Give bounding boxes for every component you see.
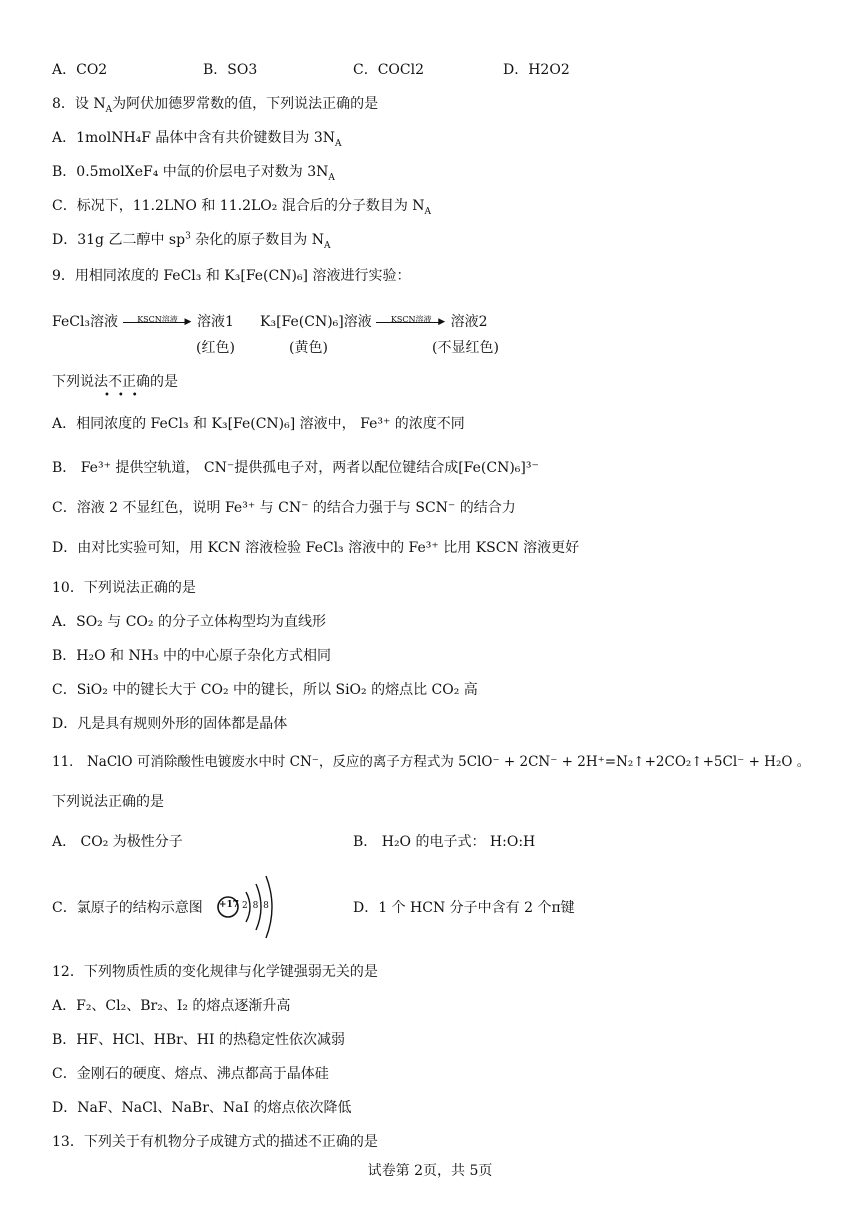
q12-stem: 12．下列物质性质的变化规律与化学键强弱无关的是 <box>52 964 378 980</box>
q8-option-c: C．标况下，11.2LNO 和 11.2LO₂ 混合后的分子数目为 $N_A$ <box>52 198 432 217</box>
q9-stem: 9．用相同浓度的 FeCl₃ 和 K₃[Fe(CN)₆] 溶液进行实验： <box>52 268 411 284</box>
q10-option-d: D．凡是具有规则外形的固体都是晶体 <box>52 716 288 732</box>
q9-reaction-right <box>260 312 488 332</box>
q12-option-c: C．金刚石的硬度、熔点、沸点都高于晶体硅 <box>52 1066 329 1082</box>
q7-option-d: D．H2O2 <box>503 62 570 78</box>
q12-option-a: A．F₂、Cl₂、Br₂、I₂ 的熔点逐渐升高 <box>52 998 291 1014</box>
reaction-arrow-icon: KSCN溶液 ▶ <box>376 312 446 332</box>
q10-option-c: C．SiO₂ 中的键长大于 CO₂ 中的键长，所以 SiO₂ 的熔点比 CO₂ 高 <box>52 682 478 698</box>
q12-option-b: B．HF、HCl、HBr、HI 的热稳定性依次减弱 <box>52 1032 345 1048</box>
reaction-arrow-icon: KSCN溶液 ▶ <box>123 312 193 332</box>
q9-mid-color: (黄色) <box>289 340 328 356</box>
q9-question: 下列说法不正确的是 <box>52 374 178 390</box>
q9-right-color: (不显红色) <box>432 340 499 356</box>
atom-shells: 2 8 8 <box>242 901 269 911</box>
q9-option-a: A．相同浓度的 FeCl₃ 和 K₃[Fe(CN)₆] 溶液中， Fe³⁺ 的浓度不同 <box>52 416 465 432</box>
q11-option-b: B． H₂O 的电子式： H:O:H <box>353 834 536 850</box>
q8-option-a: A．1molNH₄F 晶体中含有共价键数目为 $3N_A$ <box>52 130 342 149</box>
chlorine-atom-structure-diagram <box>212 872 282 942</box>
q9-right-product: 溶液2 <box>450 314 488 330</box>
q10-option-a: A．SO₂ 与 CO₂ 的分子立体构型均为直线形 <box>52 614 326 630</box>
q11-stem: 11． NaClO 可消除酸性电镀废水中时 CN⁻，反应的离子方程式为 5ClO⁻ + 2CN⁻ + 2H⁺=N₂↑+2CO₂↑+5Cl⁻ + H₂O 。 <box>52 754 811 770</box>
q9-option-c: C．溶液 2 不显红色，说明 Fe³⁺ 与 CN⁻ 的结合力强于与 SCN⁻ 的结合力 <box>52 500 516 516</box>
q7-option-b: B．SO3 <box>203 62 258 78</box>
q8-option-b: B．0.5molXeF₄ 中氙的价层电子对数为 $3N_A$ <box>52 164 335 183</box>
q9-right-reactant: K₃[Fe(CN)₆]溶液 <box>260 314 372 330</box>
atom-nucleus: +17 <box>219 900 240 910</box>
q11-option-c: C．氯原子的结构示意图 <box>52 900 203 916</box>
q8-option-d: D．31g 乙二醇中 $sp^3$ 杂化的原子数目为 $N_A$ <box>52 231 331 251</box>
q9-left-product: 溶液1 <box>196 314 234 330</box>
q7-option-c: C．COCl2 <box>353 62 424 78</box>
q10-stem: 10．下列说法正确的是 <box>52 580 196 596</box>
q9-left-color: (红色) <box>196 340 235 356</box>
q9-left-reactant: FeCl₃溶液 <box>52 314 119 330</box>
q12-option-d: D．NaF、NaCl、NaBr、NaI 的熔点依次降低 <box>52 1100 352 1116</box>
q9-reaction-left <box>52 312 234 332</box>
q13-stem: 13．下列关于有机物分子成键方式的描述不正确的是 <box>52 1134 378 1150</box>
q11-option-d: D．1 个 HCN 分子中含有 2 个π键 <box>353 900 575 916</box>
page-footer: 试卷第 2页，共 5页 <box>367 1163 493 1179</box>
q9-option-d: D．由对比实验可知，用 KCN 溶液检验 FeCl₃ 溶液中的 Fe³⁺ 比用 KSCN 溶液更好 <box>52 540 580 556</box>
q10-option-b: B．H₂O 和 NH₃ 中的中心原子杂化方式相同 <box>52 648 332 664</box>
q9-option-b: B． Fe³⁺ 提供空轨道， CN⁻提供孤电子对，两者以配位键结合成[Fe(CN)₆]³⁻ <box>52 460 539 476</box>
emphasis-dots: ••• <box>104 390 146 401</box>
q7-option-a: A．CO2 <box>52 62 108 78</box>
q8-stem: 8．设 $N_A$为阿伏加德罗常数的值，下列说法正确的是 <box>52 96 379 115</box>
q11-question: 下列说法正确的是 <box>52 794 164 810</box>
q11-option-a: A． CO₂ 为极性分子 <box>52 834 183 850</box>
